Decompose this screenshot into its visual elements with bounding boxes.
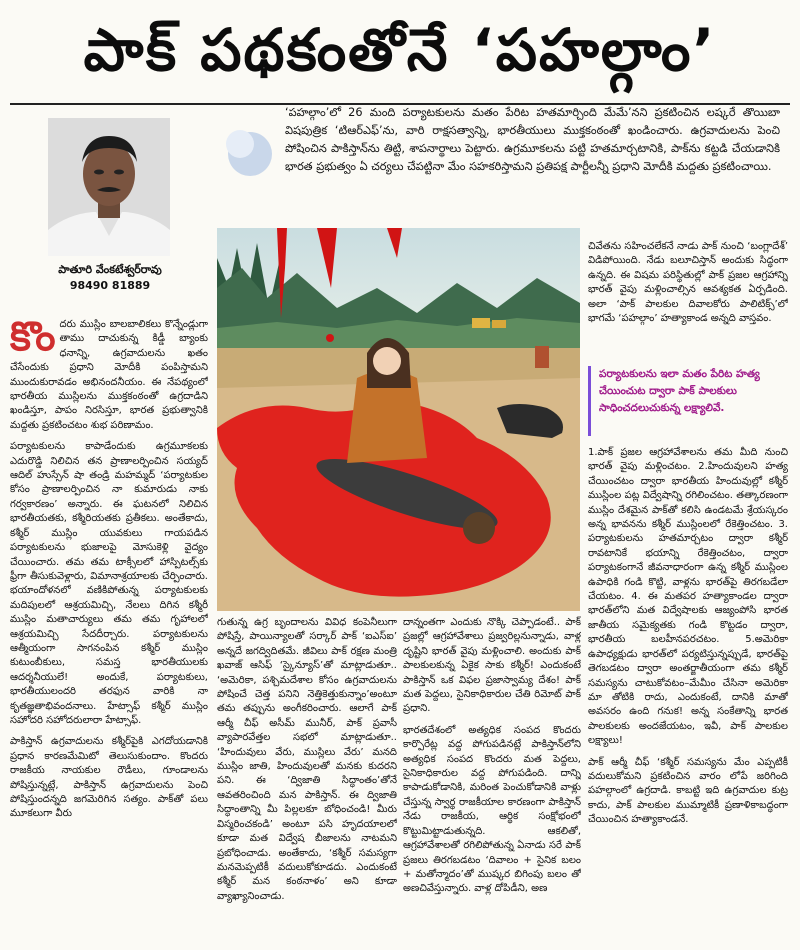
author-byline [10,262,210,294]
column-4-top [588,240,788,362]
paragraph: దాన్నంతగా ఎందుకు నొక్కి చెప్పాడంటే.. పాక్ ప్రజల్లో ఆగ్రహావేశాలు ప్రజ్వరిల్లనున్నాడు, వాళ్ల దృష్టిని భారత్ వైపు మళ్లించాలి. అందుకు పాక్ పాలకులకున్న ఏకైక సాకు కశ్మీర్! ఎందుకంటే పాకిస్తాన్ ఒక విఫల ప్రజాస్వామ్య దేశం! పాక్ మత పెద్దలు, సైనికాధికారుల చేతి రిమోట్ పాక్ ప్రధాని. [403,617,581,715]
paragraph: పర్యాటకులను కాపాడేందుకు ఉగ్రమూకలకు ఎదురొడ్డి నిలిచిన తన ప్రాణాలర్పించిన సయ్యద్ ఆదిల్ హుస్సేన్ షా తండ్రి మహమ్మద్ ‘పర్యాటకుల కోసం ప్రాణాలర్పించిన నా కుమారుడు నాకు గర్వకారణం’ అన్నారు. ఈ ఘటనలో నిలిచిన భారతీయతకు, కశ్మీరియతకు ప్రతీకలు. అంతేకాదు, కశ్మీర్ ముస్లిం యువకులు గాయపడిన పర్యాటకులను భుజాలపై మోసుకెళ్లి వైద్యం చేయించారు. తమ తమ టాక్సీలలో హాస్పిటల్స్‌కు ఫ్రీగా తీసుకువెళ్లారు, విమానాశ్రయాలకు చేర్పించారు. భయాందోళనలో వణికిపోతున్న పర్యాటకులకు మదిపులలో ఆశ్రయమిచ్చి, నేలలు దిగిన కశ్మీరీ ముస్లిం మతాచార్యులు తమ తమ గృహాలలో ఆశ్రయమిచ్చి సేదదీర్చారు. పర్యాటకులను ఆత్మీయంగా సాగనంపిన కశ్మీర్ ముస్లిం కుటుంబీకులు, సమస్త భారతీయులకు ఆదర్శనీయులే! అందుకే, పర్యాటకులు, భారతీయులందరి తరఫున వారికి నా కృతజ్ఞతాభివందనాలు. హేట్సాఫ్ కశ్మీర్ ముస్లిం సహోదరి సహోదరులారా హేట్సాఫ్. [10,441,208,726]
lead-paragraph [285,104,780,232]
paragraph: భారతదేశంలో అత్యధిక సంపద కొందరు కార్పొరేట్ల వద్ద పోగుపడినట్లే పాకిస్తాన్‌లోని అత్యధిక సంపద కొందరు మత పెద్దలు, సైనికాధికారుల వద్ద పోగుపడింది. దాన్ని కాపాడుకోడానికి, మరింత పెంచుకోడానికి వాళ్లు చేస్తున్న స్వార్థ రాజకీయాల కారణంగా పాకిస్తాన్ నేడు రాజకీయ, ఆర్థిక సంక్షోభంలో కొట్టుమిట్టాడుతున్నది. ఆకలితో, ఆగ్రహావేశాలతో రగిలిపోతున్న ఏనాడు సరే పాక్ ప్రజలు తిరగబడటం ‘దివాలం + సైనిక బలం + మతోన్మాదం’తో ముష్కర బిగింపు బలం తో అణచివేస్తున్నారు. వాళ్ల దోపిడీని, అణ [403,724,581,895]
illustration [217,228,580,611]
drop-cap: కొం [10,318,56,360]
lead-text: ‘పహల్గాం’లో 26 మంది పర్యాటకులను మతం పేరిట హతమార్చింది మేమే’నని ప్రకటించిన లష్కరే తొయిబా విషపుత్రిక ‘టిఆర్‌ఎఫ్‌’ను, వారి రాక్షసత్వాన్ని, భారతీయులు ముక్తకంఠంతో ఖండించారు. ఉగ్రవాదులను పెంచి పోషించిన పాకిస్తాన్‌ను తిట్టి, శాపనార్థాలు పెట్టారు. ఉగ్రమూకలను పట్టి హతమార్చటానికి, పాక్‌ను కట్టడి చేయడానికి భారత ప్రభుత్వం ఏ చర్యలు చేపట్టినా మేం సహకరిస్తామని ప్రతిపక్ష పార్టీలన్నీ ప్రధాని మోదీకి మద్దతు ప్రకటించాయి. [285,106,780,173]
paragraph: 1.పాక్ ప్రజల ఆగ్రహావేశాలను తమ మీది నుంచి భారత్ వైపు మళ్లించటం. 2.హిందువులని హత్య చేయించటం ద్వారా భారతీయ హిందువుల్లో కశ్మీర్ ముస్లింల పట్ల విద్వేషాన్ని రగిలించటం. తత్కారణంగా ముస్లిం దేశమైన పాక్‌తో కలిసి ఉండటమే శ్రేయస్కరం అన్న భావనను కశ్మీర్ ముస్లింలలో రేకెత్తించటం. 3. పర్యాటకులను హతమార్చటం ద్వారా కశ్మీర్ రావటానికే భయాన్ని రేకెత్తించటం, ద్వారా పర్యాటకంగానే జీవనాధారంగా ఉన్న కశ్మీర్ ముస్లింల ఉపాధికి గండి కొట్టి, వాళ్లను భారత్‌పై తిరగబడేలా చేయటం. 4. ఈ మతపర హత్యాకాండల ద్వారా భారత్‌లోని మత విద్వేషాలకు ఆజ్యంపోసి భారత జాతీయ సమైక్యతకు గండి కొట్టడం ద్వారా, భారతీయ బలహీనపరచటం. 5.అమెరికా ఉపాధ్యక్షుడు భారత్‌లో పర్యటిస్తున్నప్పుడే, భారత్‌పై తెగబడటం ద్వారా అంతర్జాతీయంగా తమ కశ్మీర్ సమస్యను చాటుకోవటం–మేమీం చేసినా అమెరికా మా తోటికి రాదు, ఎందుకంటే, దానికి మాతో అవసరం ఉంది గనుక! అన్న సంకేతాన్ని భారత పాలకులకు అందజేయటం, ఇవీ, పాక్ పాలకుల లక్ష్యాలు! [588,447,788,747]
paragraph: పాక్ ఆర్మీ చీఫ్ ‘కశ్మీర్ సమస్యను మేం ఎప్పటికీ వదులుకోమని ప్రకటించిన వారం లోపే జరిగింది పహల్గాంలో ఉగ్రదాడి. కాబట్టి ఇది ఉగ్రవాదుల కుట్ర కాదు, పాక్ పాలకుల ముమ్మాటికీ ప్రణాళికాబద్ధంగా చేయించిన హత్యాకాండనే. [588,756,788,826]
column-3 [403,616,581,943]
pull-quote: పర్యాటకులను ఇలా మతం పేరిట హత్య చేయించుట ద్వారా పాక్ పాలకులు సాధించదలుచుకున్న లక్ష్యాలివే. [588,366,799,436]
column-4-bottom [588,446,788,943]
paragraph: పాకిస్తాన్ ఉగ్రవాదులను కశ్మీర్‌పైకి ఎగదోయడానికి ప్రధాన కారణమేమిటో తెలుసుకుందాం. కొందరు రాజకీయ నాయకుల రౌడీలు, గూండాలను పోషిస్తున్నట్లే, పాకిస్తాన్ ఉగ్రవాదులను పెంచి పోషిస్తుందన్నది జగమెరిగిన సత్యం. పాక్‌తో పలు మూకలుగా వీరు [10,736,208,820]
column-2 [217,616,397,943]
author-phone: 98490 81889 [69,279,151,292]
column-1 [10,318,208,943]
paragraph: చివేతను సహించలేకనే నాడు పాక్ నుంచి ‘బంగ్లాదేశ్’ విడిపోయింది. నేడు బలూచిస్తాన్ అందుకు సిద్ధంగా ఉన్నది. ఈ విషమ పరిస్థితుల్లో పాక్ ప్రజల ఆగ్రహాన్ని భారత్ వైపు మళ్లించాల్సిన ఆవశ్యకత ఏర్పడింది. అలా ‘పాక్ పాలకుల దివాలకోరు పాలిటిక్స్‌’లో భాగమే ‘పహల్గాం’ హత్యాకాండ అన్నది వాస్తవం. [588,241,788,325]
headline: పాక్ పథకంతోనే ‘పహల్గాం’ [83,16,717,84]
author-name: పాతూరి వేంకటేశ్వర్‌రావు [58,263,162,276]
author-photo [48,118,170,256]
bubble-icon [216,116,286,186]
paragraph: గుతున్న ఉగ్ర బృందాలను వివిధ కంపెనీలుగా పోషిస్తే, పాయిన్యాలతో సర్కార్ పాక్ ‘ఐఎస్ఐ’ అన్నదే జగద్విదితమే. జీవిలు పాక్ రక్షణ మంత్రి ఖవాజ్ ఆసిఫ్ ‘స్కైన్యూస్’తో మాట్లాడుతూ.. ‘అమెరికా, పశ్చిమదేశాల కోసం ఉగ్రవాదులను పోషించే చెత్త పనిని నెత్తికెత్తుకున్నాం’అంటూ తమ తప్పును అంగీకరించారు. ఆలాగే పాక్ ఆర్మీ చీఫ్ అసీమ్ మునీర్, పాక్ ప్రవాసీ వ్యాపారవేత్తల సభలో మాట్లాడుతూ.. ‘హిందువులు వేరు, ముస్లిలు వేరు’ మనది ముస్లిం జాతి, హిందువులతో మనకు కుదరని పని. ఈ ‘ద్విజాతి సిద్ధాంతం’తోనే ఆవతరించింది మన పాకిస్తాన్. ఈ ద్విజాతి సిద్ధాంతాన్ని మీ పిల్లలకూ బోధించండి! మీరు విస్మరించకండి’ అంటూ పసి హృదయాలలో కూడా మత విద్వేష బీజాలను నాటమని ప్రబోధించాడు. అంతేకాదు, ‘కశ్మీర్ సమస్యగా మనమెప్పటికీ వదులుకోకూడదు. ఎందుకంటే కశ్మీర్ మన కంఠనాళం’ అని కూడా వ్యాఖ్యానించాడు. [217,617,397,902]
paragraph-text: దరు ముస్లిం బాలబాలికలు కొన్నేండ్లుగా తాము దాచుకున్న కిడ్డీ బ్యాంకు ధనాన్ని, ఉగ్రవాదులను ఖతం చేసేందుకు ప్రధాని మోదీకి పంపిస్తామని ముందుకురావడం అభినందనీయం. ఈ నేపథ్యంలో భారతీయ ముస్లిలను ముక్తకంఠంతో ఉగ్రదాడిని ఖండిస్తూ, పాపం నిరసిస్తూ, భారత ప్రభుత్వానికి మద్దతు ప్రకటించటం శుభ పరిణామం. [10,319,208,431]
paragraph [10,318,208,433]
